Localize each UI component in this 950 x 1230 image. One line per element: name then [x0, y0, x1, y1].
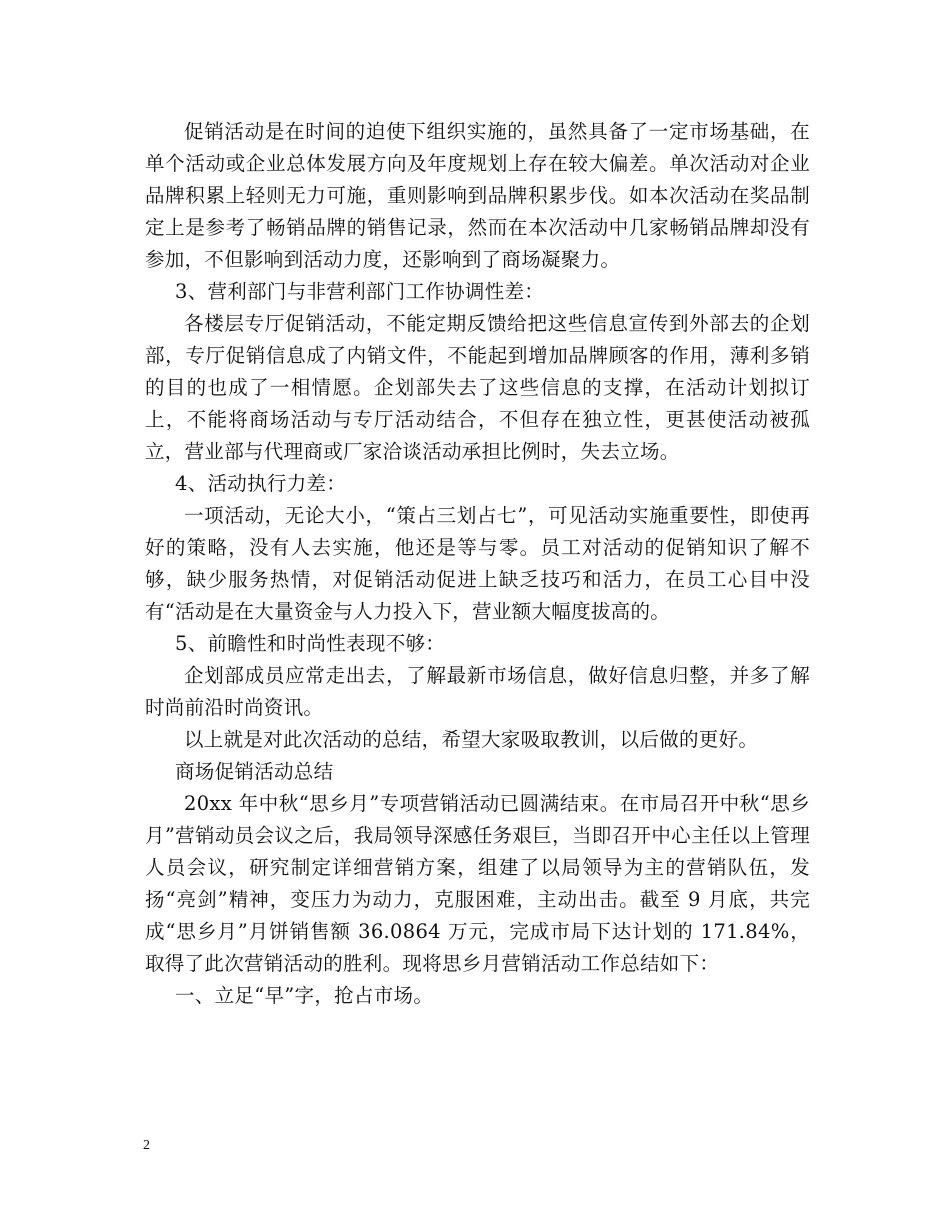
heading-coordination: 3、营利部门与非营利部门工作协调性差： — [175, 280, 545, 303]
section-title: 商场促销活动总结 — [175, 760, 334, 783]
document-body — [145, 116, 810, 1012]
page-number: 2 — [143, 1138, 150, 1153]
paragraph-foresight: 企划部成员应常走出去，了解最新市场信息，做好信息归整，并多了解时尚前沿时尚资讯。 — [145, 664, 810, 719]
heading-execution: 4、活动执行力差： — [175, 472, 347, 495]
paragraph-promotion-issues: 促销活动是在时间的迫使下组织实施的，虽然具备了一定市场基础，在单个活动或企业总体发展方向及年度规划上存在较大偏差。单次活动对企业品牌积累上轻则无力可施，重则影响到品牌积累步伐。如本次活动在奖品制定上是参考了畅销品牌的销售记录，然而在本次活动中几家畅销品牌却没有参加，不但影响到活动力度，还影响到了商场凝聚力。 — [145, 120, 810, 271]
heading-foresight: 5、前瞻性和时尚性表现不够： — [175, 632, 446, 655]
heading-first-point: 一、立足“早”字，抢占市场。 — [175, 984, 434, 1007]
paragraph-execution: 一项活动，无论大小，“策占三划占七”，可见活动实施重要性，即使再好的策略，没有人去实施，他还是等与零。员工对活动的促销知识了解不够，缺少服务热情，对促销活动促进上缺乏技巧和活力，在员工心目中没有“活动是在大量资金与人力投入下，营业额大幅度拔高的。 — [145, 504, 810, 623]
paragraph-coordination: 各楼层专厅促销活动，不能定期反馈给把这些信息宣传到外部去的企划部，专厅促销信息成了内销文件，不能起到增加品牌顾客的作用，薄利多销的目的也成了一相情愿。企划部失去了这些信息的支撑，在活动计划拟订上，不能将商场活动与专厅活动结合，不但存在独立性，更甚使活动被孤立，营业部与代理商或厂家洽谈活动承担比例时，失去立场。 — [145, 312, 810, 463]
paragraph-mid-autumn: 20xx 年中秋“思乡月”专项营销活动已圆满结束。在市局召开中秋“思乡月”营销动员会议之后，我局领导深感任务艰巨，当即召开中心主任以上管理人员会议，研究制定详细营销方案，组建了以局领导为主的营销队伍，发扬“亮剑”精神，变压力为动力，克服困难，主动出击。截至 9 月底，共完成“思乡月”月饼销售额 36.0864 万元，完成市局下达计划的 171.84%，取得了此次营销活动的胜利。现将思乡月营销活动工作总结如下： — [145, 792, 810, 975]
paragraph-conclusion: 以上就是对此次活动的总结，希望大家吸取教训，以后做的更好。 — [184, 728, 759, 751]
